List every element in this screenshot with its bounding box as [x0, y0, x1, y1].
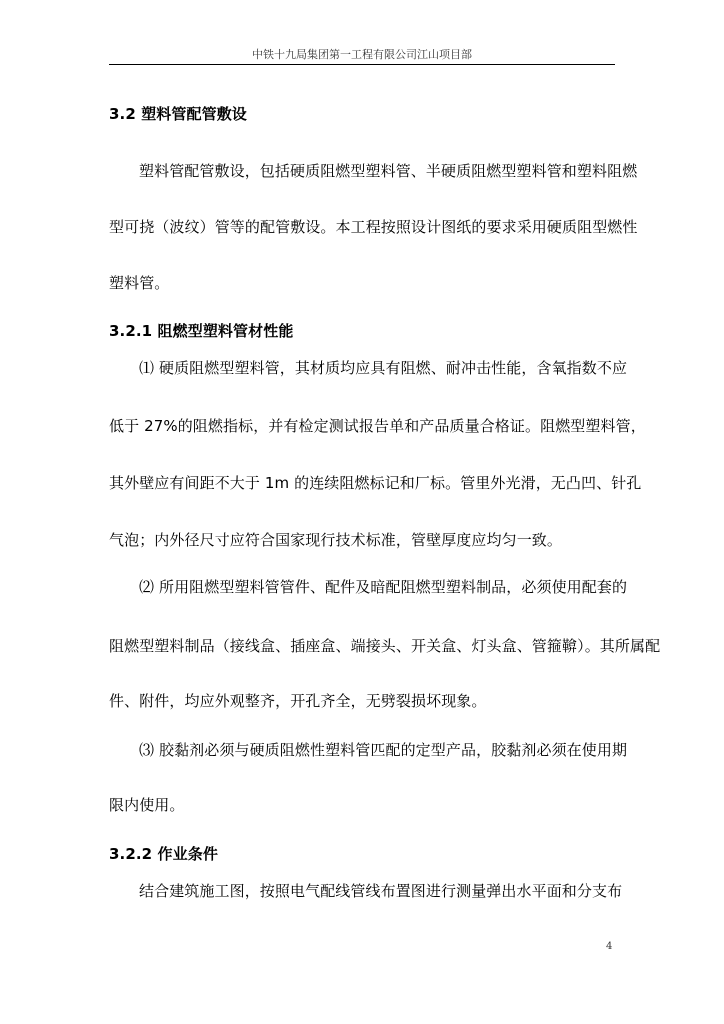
- paragraph-line: 限内使用。: [109, 796, 185, 814]
- paragraph-line: 型可挠（波纹）管等的配管敷设。本工程按照设计图纸的要求采用硬质阻型燃性: [109, 218, 638, 236]
- section-heading-3-2-2: 3.2.2 作业条件: [109, 845, 218, 863]
- header-divider: [109, 64, 615, 65]
- paragraph-line: 低于 27%的阻燃指标，并有检定测试报告单和产品质量合格证。阻燃型塑料管，: [109, 417, 646, 435]
- paragraph-line: 件、附件，均应外观整齐，开孔齐全，无劈裂损坏现象。: [109, 692, 487, 710]
- paragraph-line: ⑵ 所用阻燃型塑料管管件、配件及暗配阻燃型塑料制品，必须使用配套的: [139, 578, 628, 596]
- paragraph-line: 结合建筑施工图，按照电气配线管线布置图进行测量弹出水平面和分支布: [139, 882, 623, 900]
- paragraph-line: ⑶ 胶黏剂必须与硬质阻燃性塑料管匹配的定型产品，胶黏剂必须在使用期: [139, 741, 628, 759]
- page-number: 4: [606, 941, 613, 952]
- paragraph-line: 气泡；内外径尺寸应符合国家现行技术标准，管壁厚度应均匀一致。: [109, 531, 563, 549]
- paragraph-line: 塑料管。: [109, 274, 170, 292]
- paragraph-line: ⑴ 硬质阻燃型塑料管，其材质均应具有阻燃、耐冲击性能，含氧指数不应: [139, 359, 628, 377]
- section-heading-3-2-1: 3.2.1 阻燃型塑料管材性能: [109, 322, 294, 340]
- paragraph-line: 阻燃型塑料制品（接线盒、插座盒、端接头、开关盒、灯头盒、管箍鞥）。其所属配: [109, 637, 661, 655]
- page-header-title: 中铁十九局集团第一工程有限公司江山项目部: [252, 48, 472, 61]
- paragraph-line: 其外壁应有间距不大于 1m 的连续阻燃标记和厂标。管里外光滑，无凸凹、针孔: [109, 474, 642, 492]
- paragraph-line: 塑料管配管敷设，包括硬质阻燃型塑料管、半硬质阻燃型塑料管和塑料阻燃: [139, 162, 638, 180]
- section-heading-3-2: 3.2 塑料管配管敷设: [109, 105, 247, 123]
